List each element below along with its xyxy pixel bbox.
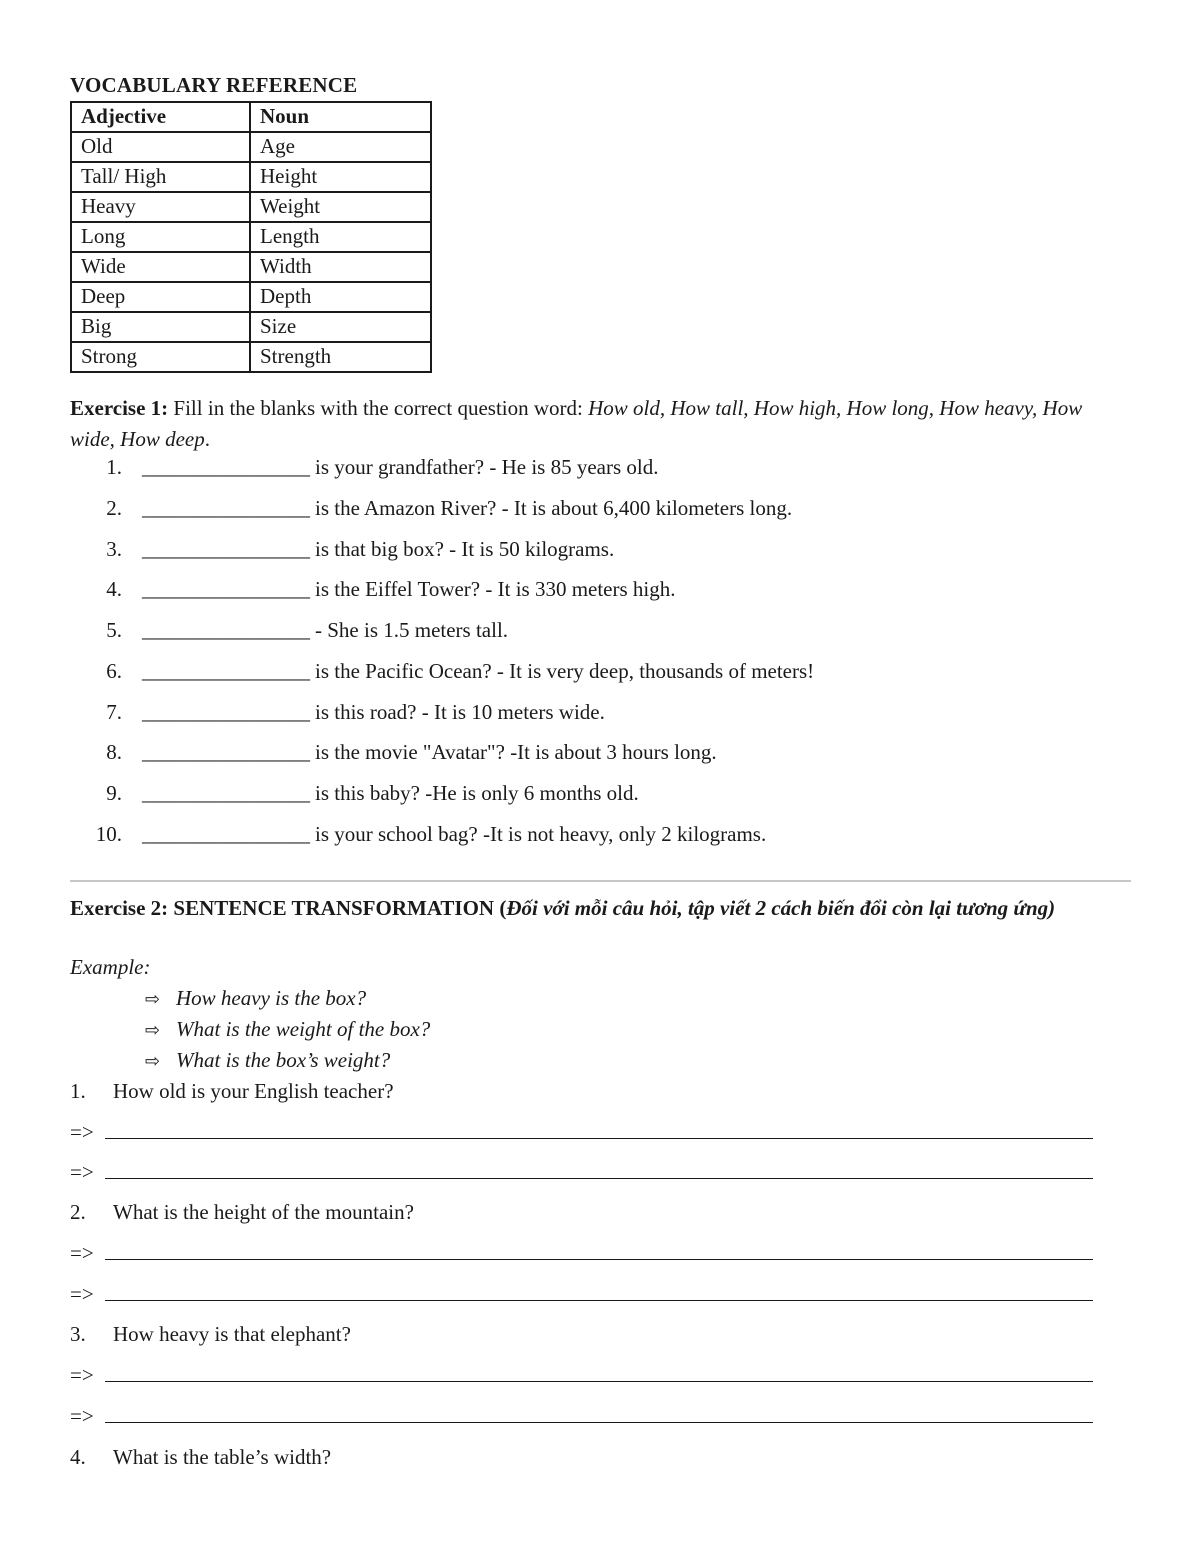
question-text: How old is your English teacher? (113, 1079, 394, 1103)
item-text: is the Amazon River? - It is about 6,400 kilometers long. (315, 496, 793, 520)
exercise-1-item (70, 659, 814, 684)
item-number: 8. (106, 740, 122, 764)
answer-underline[interactable] (105, 1404, 1093, 1423)
answer-underline[interactable] (105, 1363, 1093, 1382)
item-text: is this road? - It is 10 meters wide. (315, 700, 605, 724)
arrow-right-icon: ⇨ (145, 989, 161, 1010)
answer-blank[interactable]: ________________ (142, 700, 310, 724)
answer-line[interactable] (70, 1282, 1093, 1307)
exercise-1-item (70, 740, 717, 765)
table-row (71, 162, 431, 192)
exercise-1-label: Exercise 1: (70, 396, 169, 420)
question-text: What is the table’s width? (113, 1445, 332, 1469)
answer-underline[interactable] (105, 1282, 1093, 1301)
exercise-1-word-list: How old, How tall, How high, How long, How heavy, How wide, How deep (70, 396, 1083, 451)
vocab-adjective: Old (71, 132, 250, 162)
answer-blank[interactable]: ________________ (142, 822, 310, 846)
exercise-2-title (70, 893, 1132, 924)
item-number: 10. (95, 822, 122, 846)
exercise-1-item (70, 496, 792, 521)
vocab-adjective: Deep (71, 282, 250, 312)
question (70, 1079, 394, 1104)
item-number: 7. (106, 700, 122, 724)
item-text: is the Pacific Ocean? - It is very deep, thousands of meters! (315, 659, 815, 683)
exercise-1-item (70, 455, 658, 480)
answer-underline[interactable] (105, 1160, 1093, 1179)
table-row (71, 132, 431, 162)
arrow-right-icon: ⇨ (145, 1020, 161, 1041)
item-text: is the movie "Avatar"? -It is about 3 hours long. (315, 740, 717, 764)
answer-line[interactable] (70, 1120, 1093, 1145)
question-number: 3. (70, 1322, 86, 1346)
item-number: 9. (106, 781, 122, 805)
item-number: 5. (106, 618, 122, 642)
exercise-2-note: Đối với mỗi câu hỏi, tập viết 2 cách biến đổi còn lại tương ứng) (506, 896, 1056, 920)
example-line (145, 1017, 430, 1042)
answer-blank[interactable]: ________________ (142, 618, 310, 642)
answer-prefix: => (70, 1282, 94, 1306)
answer-blank[interactable]: ________________ (142, 455, 310, 479)
vocab-adjective: Big (71, 312, 250, 342)
item-number: 3. (106, 537, 122, 561)
answer-line[interactable] (70, 1363, 1093, 1388)
item-text: is this baby? -He is only 6 months old. (315, 781, 639, 805)
table-row (71, 222, 431, 252)
question (70, 1200, 414, 1225)
exercise-1-item (70, 537, 614, 562)
answer-prefix: => (70, 1241, 94, 1265)
vocab-adjective: Strong (71, 342, 250, 372)
answer-prefix: => (70, 1160, 94, 1184)
vocab-table (70, 101, 432, 373)
answer-blank[interactable]: ________________ (142, 740, 310, 764)
item-text: is that big box? - It is 50 kilograms. (315, 537, 615, 561)
vocab-header-adjective: Adjective (71, 102, 250, 132)
answer-blank[interactable]: ________________ (142, 577, 310, 601)
question-number: 4. (70, 1445, 86, 1469)
answer-blank[interactable]: ________________ (142, 781, 310, 805)
vocab-noun: Size (250, 312, 431, 342)
vocab-title: VOCABULARY REFERENCE (70, 73, 358, 97)
item-text: - She is 1.5 meters tall. (315, 618, 509, 642)
vocab-noun: Length (250, 222, 431, 252)
table-row (71, 252, 431, 282)
item-number: 6. (106, 659, 122, 683)
item-number: 1. (106, 455, 122, 479)
arrow-right-icon: ⇨ (145, 1051, 161, 1072)
item-text: is your grandfather? - He is 85 years old. (315, 455, 659, 479)
example-label: Example: (70, 955, 151, 979)
vocab-header-row (71, 102, 431, 132)
question (70, 1445, 331, 1470)
table-row (71, 342, 431, 372)
exercise-2-heading: Exercise 2: SENTENCE TRANSFORMATION ( (70, 896, 507, 920)
exercise-1-item (70, 700, 605, 725)
question-text: How heavy is that elephant? (113, 1322, 351, 1346)
answer-prefix: => (70, 1120, 94, 1144)
exercise-1-text: Fill in the blanks with the correct question word: (168, 396, 589, 420)
example-text: What is the box’s weight? (176, 1048, 391, 1072)
vocab-adjective: Tall/ High (71, 162, 250, 192)
answer-line[interactable] (70, 1404, 1093, 1429)
table-row (71, 192, 431, 222)
exercise-1-item (70, 618, 508, 643)
answer-line[interactable] (70, 1241, 1093, 1266)
vocab-adjective: Heavy (71, 192, 250, 222)
answer-underline[interactable] (105, 1120, 1093, 1139)
item-number: 4. (106, 577, 122, 601)
exercise-1-end: . (204, 427, 210, 451)
example-line (145, 1048, 390, 1073)
vocab-noun: Height (250, 162, 431, 192)
answer-blank[interactable]: ________________ (142, 496, 310, 520)
vocab-noun: Strength (250, 342, 431, 372)
question-number: 1. (70, 1079, 86, 1103)
exercise-1-item (70, 577, 676, 602)
table-row (71, 282, 431, 312)
answer-line[interactable] (70, 1160, 1093, 1185)
answer-underline[interactable] (105, 1241, 1093, 1260)
table-row (71, 312, 431, 342)
vocab-header-noun: Noun (250, 102, 431, 132)
question-number: 2. (70, 1200, 86, 1224)
vocab-noun: Depth (250, 282, 431, 312)
vocab-adjective: Long (71, 222, 250, 252)
item-number: 2. (106, 496, 122, 520)
item-text: is the Eiffel Tower? - It is 330 meters high. (315, 577, 676, 601)
vocab-noun: Age (250, 132, 431, 162)
example-line (145, 986, 366, 1011)
example-text: How heavy is the box? (176, 986, 367, 1010)
section-divider (70, 880, 1131, 882)
exercise-1-item (70, 781, 639, 806)
vocab-noun: Width (250, 252, 431, 282)
example-text: What is the weight of the box? (176, 1017, 431, 1041)
vocab-adjective: Wide (71, 252, 250, 282)
question (70, 1322, 351, 1347)
item-text: is your school bag? -It is not heavy, only 2 kilograms. (315, 822, 767, 846)
question-text: What is the height of the mountain? (113, 1200, 414, 1224)
exercise-1-item (70, 822, 766, 847)
exercise-1-instruction (70, 393, 1132, 455)
answer-blank[interactable]: ________________ (142, 659, 310, 683)
answer-prefix: => (70, 1363, 94, 1387)
answer-blank[interactable]: ________________ (142, 537, 310, 561)
answer-prefix: => (70, 1404, 94, 1428)
vocab-noun: Weight (250, 192, 431, 222)
